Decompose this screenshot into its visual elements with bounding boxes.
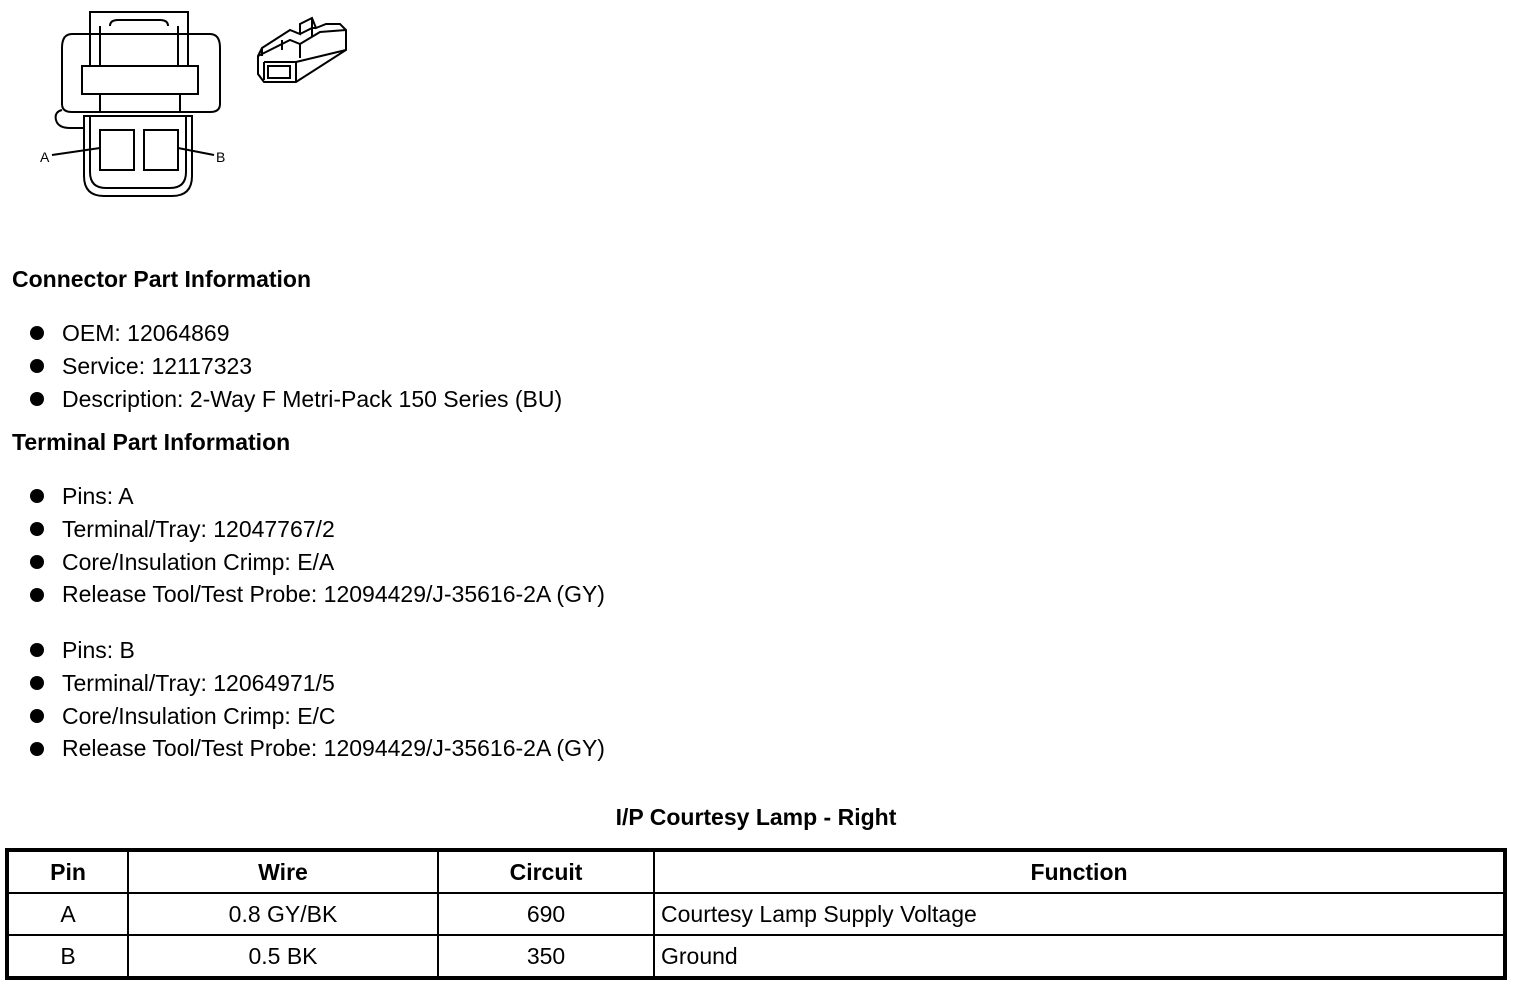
list-item [28,480,605,513]
list-item [28,700,605,733]
list-item [28,383,562,416]
connector-part-heading: Connector Part Information [12,266,312,292]
terminal-part-heading: Terminal Part Information [12,429,291,455]
cell-wire: 0.5 BK [128,935,438,978]
table-title: I/P Courtesy Lamp - Right [615,804,897,830]
list-item [28,732,605,765]
bullet-icon [30,676,44,690]
list-item [28,546,605,579]
list-item [28,667,605,700]
list-item [28,578,605,611]
column-header-wire: Wire [128,850,438,893]
cell-wire: 0.8 GY/BK [128,893,438,935]
bullet-icon [30,709,44,723]
bullet-icon [30,742,44,756]
bullet-icon [30,392,44,406]
terminal-group-a-list [28,480,605,611]
list-item [28,317,562,350]
list-item [28,513,605,546]
table-row [7,893,1505,935]
pin-table [5,848,1507,980]
list-item-text: Service: 12117323 [62,352,253,379]
connector-drawing [30,6,370,206]
list-item-text: Release Tool/Test Probe: 12094429/J-35616-2A (GY) [62,581,605,608]
cell-function: Courtesy Lamp Supply Voltage [654,893,1505,935]
list-item-text: Terminal/Tray: 12047767/2 [62,515,335,542]
cell-circuit: 690 [438,893,654,935]
terminal-group-b-list [28,634,605,765]
bullet-icon [30,359,44,373]
pin-label-a: A [40,149,50,165]
bullet-icon [30,555,44,569]
cell-function: Ground [654,935,1505,978]
table-header-row [7,850,1505,893]
column-header-pin: Pin [7,850,128,893]
list-item-text: Terminal/Tray: 12064971/5 [62,669,335,696]
cell-circuit: 350 [438,935,654,978]
list-item-text: Description: 2-Way F Metri-Pack 150 Series (BU) [62,385,563,412]
bullet-icon [30,326,44,340]
table-row [7,935,1505,978]
connector-part-list [28,317,562,415]
list-item-text: Pins: A [62,483,134,509]
bullet-icon [30,489,44,503]
list-item [28,634,605,667]
bullet-icon [30,643,44,657]
list-item-text: Core/Insulation Crimp: E/C [62,702,336,729]
list-item-text: OEM: 12064869 [62,320,230,346]
list-item-text: Pins: B [62,637,135,663]
bullet-icon [30,522,44,536]
column-header-circuit: Circuit [438,850,654,893]
cell-pin: A [7,893,128,935]
bullet-icon [30,588,44,602]
pin-label-b: B [216,149,226,165]
cell-pin: B [7,935,128,978]
column-header-function: Function [654,850,1505,893]
list-item-text: Core/Insulation Crimp: E/A [62,548,335,575]
list-item-text: Release Tool/Test Probe: 12094429/J-35616-2A (GY) [62,735,605,762]
list-item [28,350,562,383]
